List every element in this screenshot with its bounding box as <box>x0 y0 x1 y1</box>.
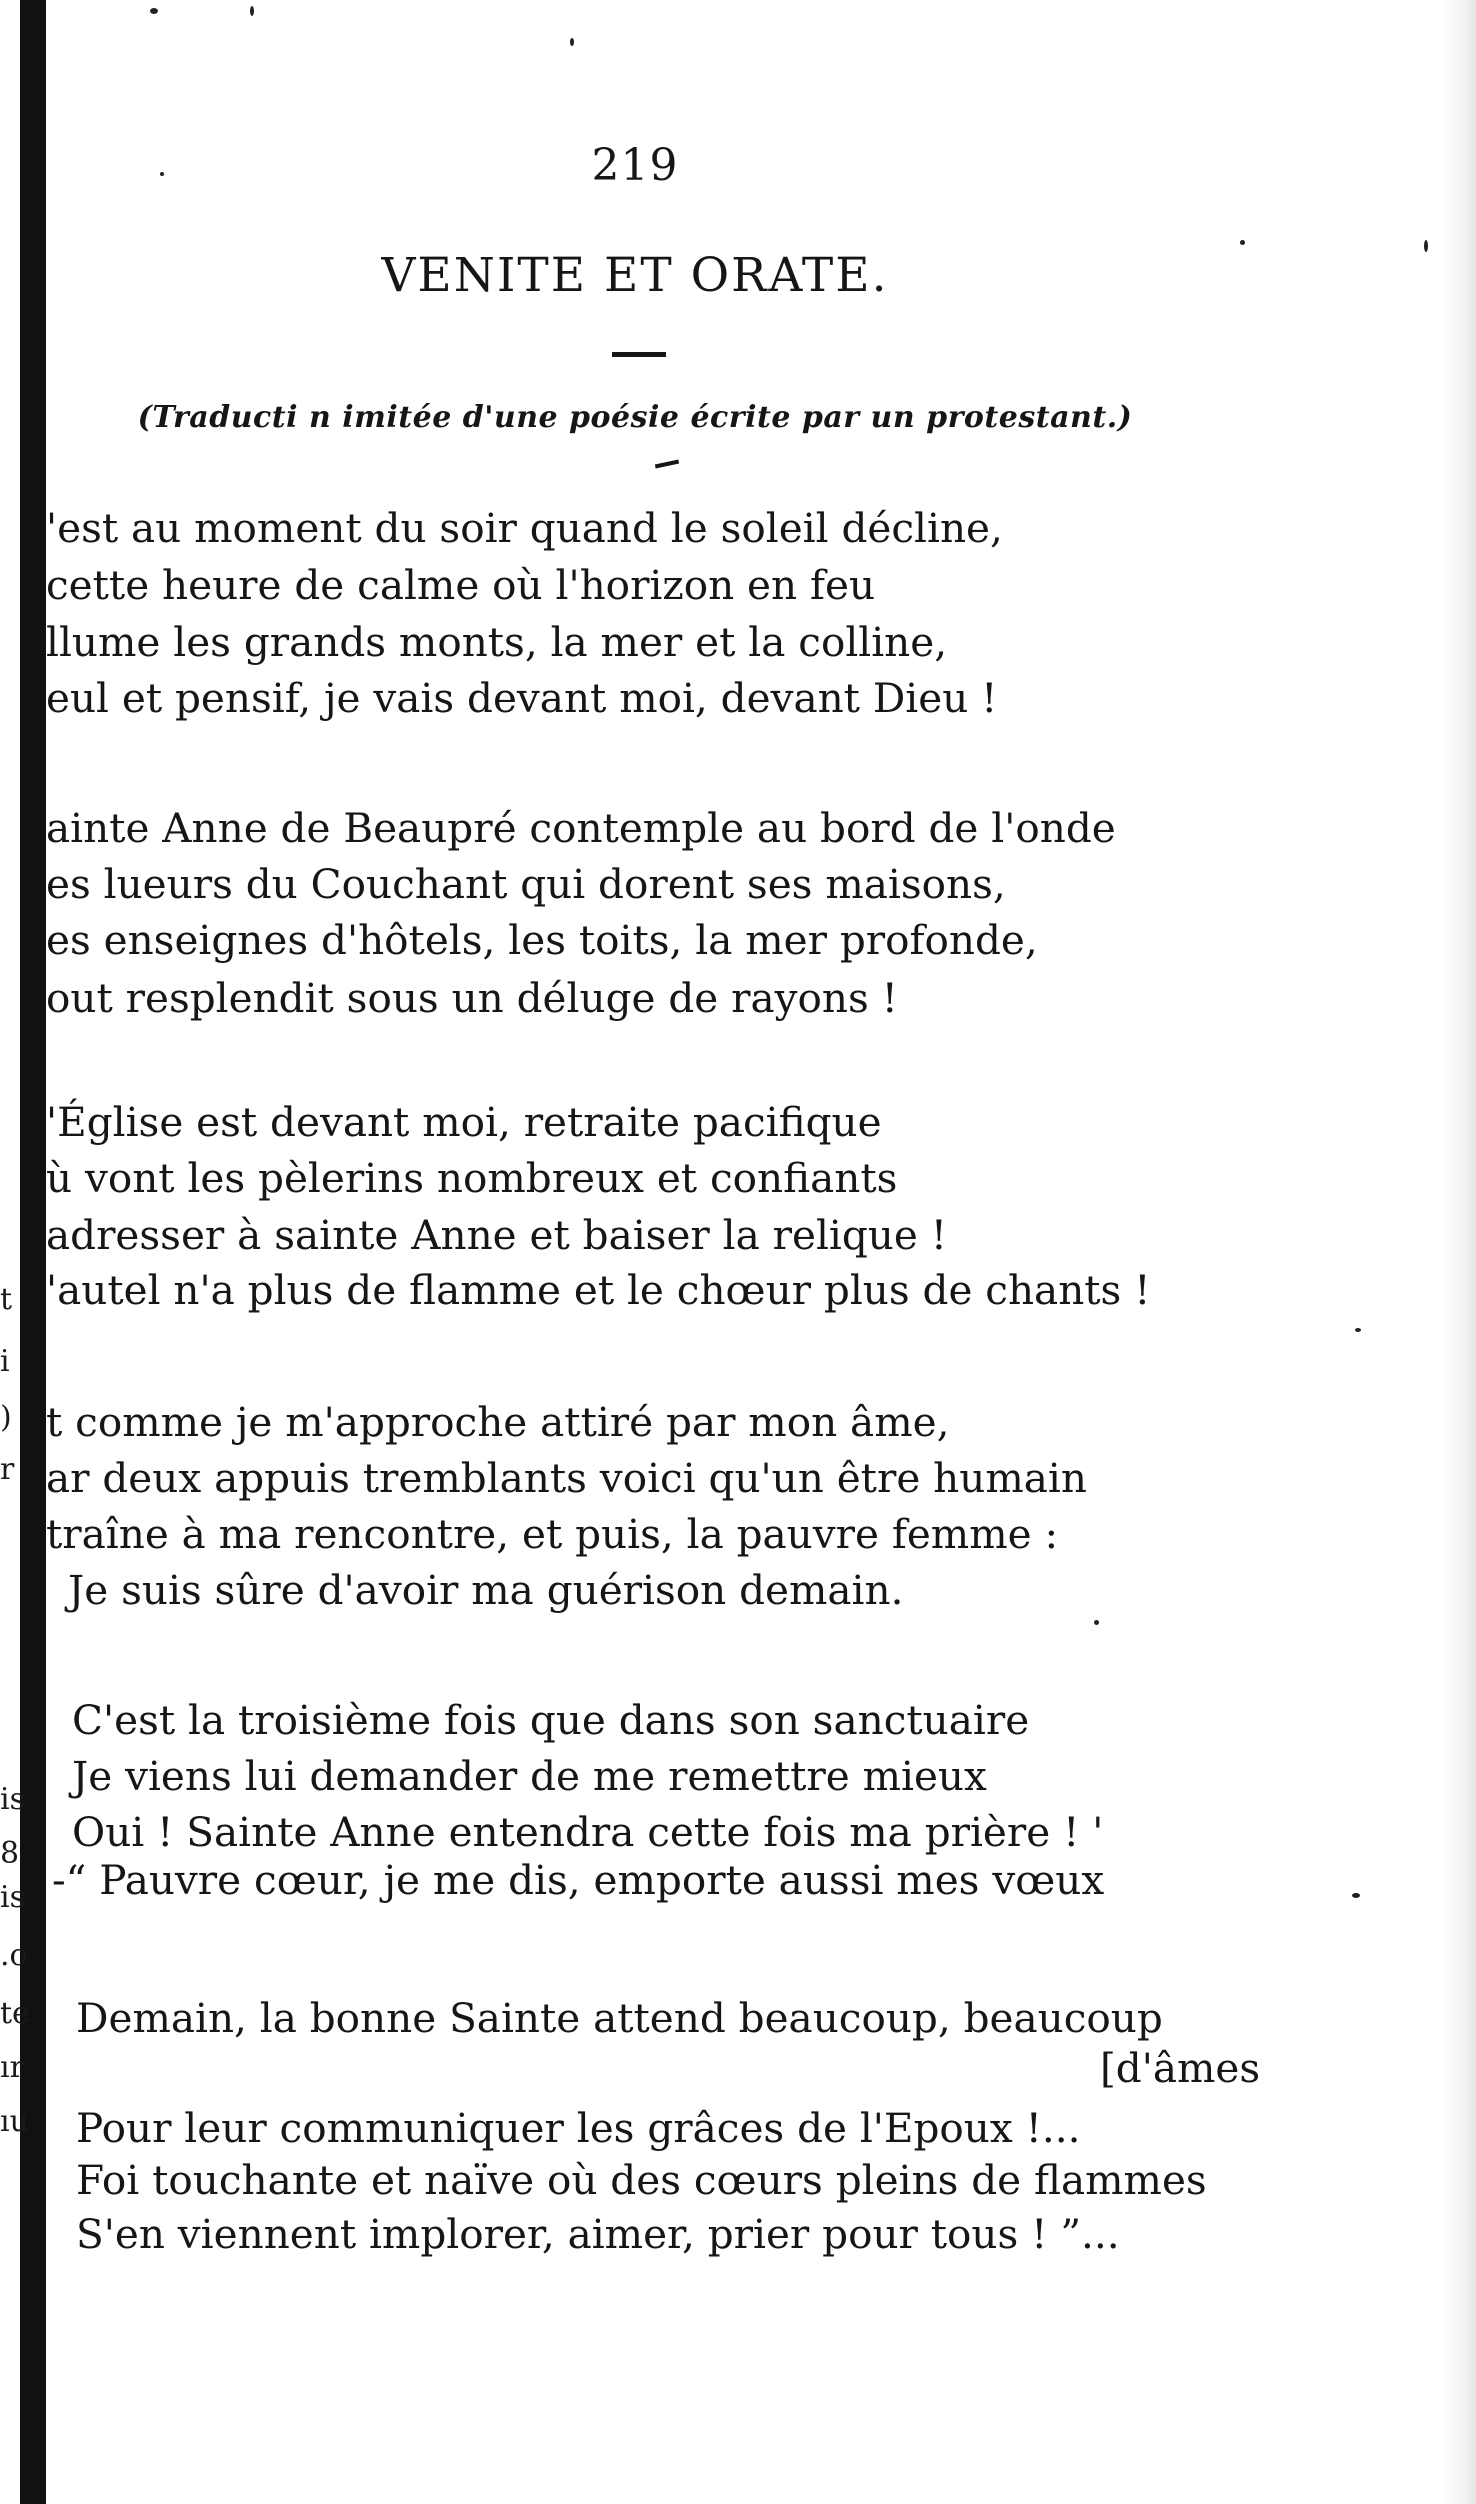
speck <box>570 38 574 46</box>
verse-line: traîne à ma rencontre, et puis, la pauvre femme : <box>46 1510 1059 1558</box>
verse-line: C'est la troisième fois que dans son sanctuaire <box>72 1696 1030 1744</box>
verse-line: t comme je m'approche attiré par mon âme, <box>46 1398 950 1446</box>
speck <box>1240 240 1245 245</box>
verse-line: eul et pensif, je vais devant moi, devant Dieu ! <box>46 674 998 722</box>
verse-line: es lueurs du Couchant qui dorent ses maisons, <box>46 860 1006 908</box>
verse-line: 'autel n'a plus de flamme et le chœur plus de chants ! <box>46 1266 1151 1314</box>
title-rule <box>612 352 666 357</box>
margin-fragment: i <box>0 1344 10 1379</box>
verse-line: es enseignes d'hôtels, les toits, la mer profonde, <box>46 916 1038 964</box>
page-edge-shadow <box>1442 0 1476 2504</box>
verse-line: 'est au moment du soir quand le soleil décline, <box>46 504 1003 552</box>
verse-line: ar deux appuis tremblants voici qu'un être humain <box>46 1454 1087 1502</box>
verse-line: ù vont les pèlerins nombreux et confiants <box>46 1154 898 1202</box>
verse-line: -“ Pauvre cœur, je me dis, emporte aussi mes vœux <box>52 1856 1105 1904</box>
margin-fragment: te <box>0 1996 30 2031</box>
speck <box>1424 240 1428 252</box>
poem-subtitle: (Traducti n imitée d'une poésie écrite par un protestant.) <box>137 400 1133 435</box>
margin-fragment: t <box>0 1282 13 1317</box>
verse-line: llume les grands monts, la mer et la colline, <box>46 618 948 666</box>
speck <box>150 8 158 14</box>
page-number: 219 <box>591 140 679 191</box>
margin-fragment: is <box>0 1880 25 1915</box>
poem-title: VENITE ET ORATE. <box>381 248 889 303</box>
speck <box>1094 1620 1099 1625</box>
verse-line: adresser à sainte Anne et baiser la relique ! <box>46 1211 947 1259</box>
margin-fragment: ıu <box>0 2104 29 2139</box>
verse-line: Demain, la bonne Sainte attend beaucoup, beaucoup <box>76 1994 1163 2042</box>
verse-line: ainte Anne de Beaupré contemple au bord de l'onde <box>46 804 1116 852</box>
verse-line: Oui ! Sainte Anne entendra cette fois ma prière ! ' <box>72 1808 1104 1856</box>
margin-fragment: .o <box>0 1938 28 1973</box>
verse-line: cette heure de calme où l'horizon en feu <box>46 561 876 609</box>
verse-line: out resplendit sous un déluge de rayons ! <box>46 974 898 1022</box>
margin-fragment: is <box>0 1782 25 1817</box>
verse-line: Pour leur communiquer les grâces de l'Epoux !... <box>76 2104 1081 2152</box>
verse-line: Je viens lui demander de me remettre mieux <box>72 1752 987 1800</box>
speck <box>1355 1328 1361 1332</box>
margin-fragment: ır <box>0 2050 24 2085</box>
speck <box>250 6 254 16</box>
speck <box>1352 1893 1360 1898</box>
ornament-dash <box>655 460 679 469</box>
verse-line: Je suis sûre d'avoir ma guérison demain. <box>68 1566 904 1614</box>
margin-fragment: 8 <box>0 1836 20 1871</box>
verse-line: [d'âmes <box>1100 2044 1261 2092</box>
margin-fragment: ) <box>0 1400 12 1435</box>
margin-fragment: r <box>0 1452 15 1487</box>
verse-line: 'Église est devant moi, retraite pacifique <box>46 1098 882 1146</box>
verse-line: Foi touchante et naïve où des cœurs pleins de flammes <box>76 2156 1207 2204</box>
verse-line: S'en viennent implorer, aimer, prier pour tous ! ”... <box>76 2210 1120 2258</box>
